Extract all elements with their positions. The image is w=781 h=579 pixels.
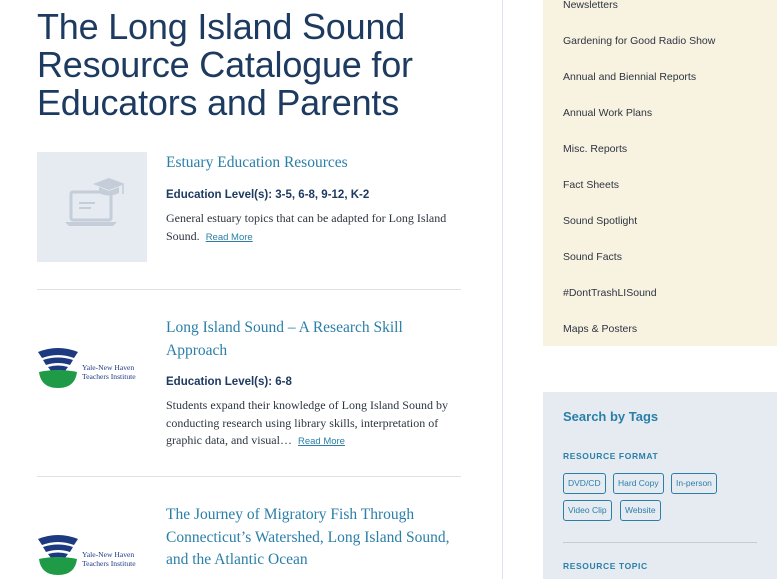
- resource-title-link[interactable]: Long Island Sound – A Research Skill Approach: [166, 319, 403, 359]
- education-level-label: Education Level(s):: [166, 189, 273, 201]
- resource-topic-heading: RESOURCE TOPIC: [563, 561, 648, 571]
- ynhti-logo-svg: [37, 533, 149, 579]
- education-level-label: Education Level(s):: [166, 376, 273, 388]
- sidebar-link-annual-work-plans[interactable]: Annual Work Plans: [563, 107, 653, 119]
- sidebar-link-donttrashlisound[interactable]: #DontTrashLISound: [563, 287, 657, 299]
- yale-new-haven-teachers-institute-logo: [37, 533, 149, 579]
- sidebar-link-maps-posters[interactable]: Maps & Posters: [563, 323, 638, 335]
- resource-description-text: Students expand their knowledge of Long Island Sound by conducting research using library skills, interpretation of graphic data, and visual…: [166, 398, 448, 447]
- column-divider: [502, 0, 503, 579]
- search-by-tags-panel: [543, 392, 777, 579]
- education-level-value: 3-5, 6-8, 9-12, K-2: [275, 189, 370, 201]
- card-divider: [37, 476, 461, 477]
- sidebar-link-sound-spotlight[interactable]: Sound Spotlight: [563, 215, 638, 227]
- logo-line1: Yale-New Haven: [82, 550, 135, 559]
- tag-dvd-cd[interactable]: DVD/CD: [563, 473, 606, 494]
- sidebar-link-fact-sheets[interactable]: Fact Sheets: [563, 179, 620, 191]
- sidebar-link-annual-biennial-reports[interactable]: Annual and Biennial Reports: [563, 71, 697, 83]
- laptop-graduation-cap-icon: [37, 152, 147, 262]
- education-level: [166, 376, 292, 388]
- tag-hard-copy[interactable]: Hard Copy: [613, 473, 664, 494]
- card-divider: [37, 289, 461, 290]
- read-more-link[interactable]: Read More: [297, 436, 345, 447]
- ynhti-logo-svg: [37, 346, 149, 392]
- resource-title-link[interactable]: Estuary Education Resources: [166, 154, 348, 171]
- sidebar-link-sound-facts[interactable]: Sound Facts: [563, 251, 622, 263]
- logo-line2: Teachers Institute: [82, 559, 136, 568]
- sidebar-link-misc-reports[interactable]: Misc. Reports: [563, 143, 628, 155]
- logo-line2: Teachers Institute: [82, 372, 136, 381]
- laptop-graduation-cap-svg: [37, 152, 147, 262]
- education-level: [166, 189, 369, 201]
- read-more-link[interactable]: Read More: [205, 231, 253, 243]
- resource-card: [37, 504, 461, 579]
- tag-website[interactable]: Website: [620, 500, 661, 521]
- logo-line1: Yale-New Haven: [82, 363, 135, 372]
- resource-title-link[interactable]: The Journey of Migratory Fish Through Connecticut’s Watershed, Long Island Sound, and the Atlantic Ocean: [166, 506, 450, 568]
- resource-card: [37, 317, 461, 457]
- tag-in-person[interactable]: In-person: [671, 473, 717, 494]
- resource-description-text: General estuary topics that can be adapted for Long Island Sound.: [166, 211, 447, 243]
- sidebar-links-panel: [543, 0, 777, 346]
- sidebar-link-newsletters[interactable]: Newsletters: [563, 0, 618, 11]
- education-level-value: 6-8: [275, 376, 292, 388]
- resource-card: [37, 152, 461, 262]
- tags-title: Search by Tags: [563, 409, 659, 424]
- resource-description: [166, 397, 461, 451]
- resource-format-heading: RESOURCE FORMAT: [563, 451, 659, 461]
- page-title: The Long Island Sound Resource Catalogue for Educators and Parents: [37, 6, 413, 123]
- tags-divider: [563, 542, 757, 543]
- tag-video-clip[interactable]: Video Clip: [563, 500, 612, 521]
- yale-new-haven-teachers-institute-logo: [37, 346, 149, 392]
- resource-description: [166, 210, 461, 246]
- sidebar-link-gardening-radio[interactable]: Gardening for Good Radio Show: [563, 35, 716, 47]
